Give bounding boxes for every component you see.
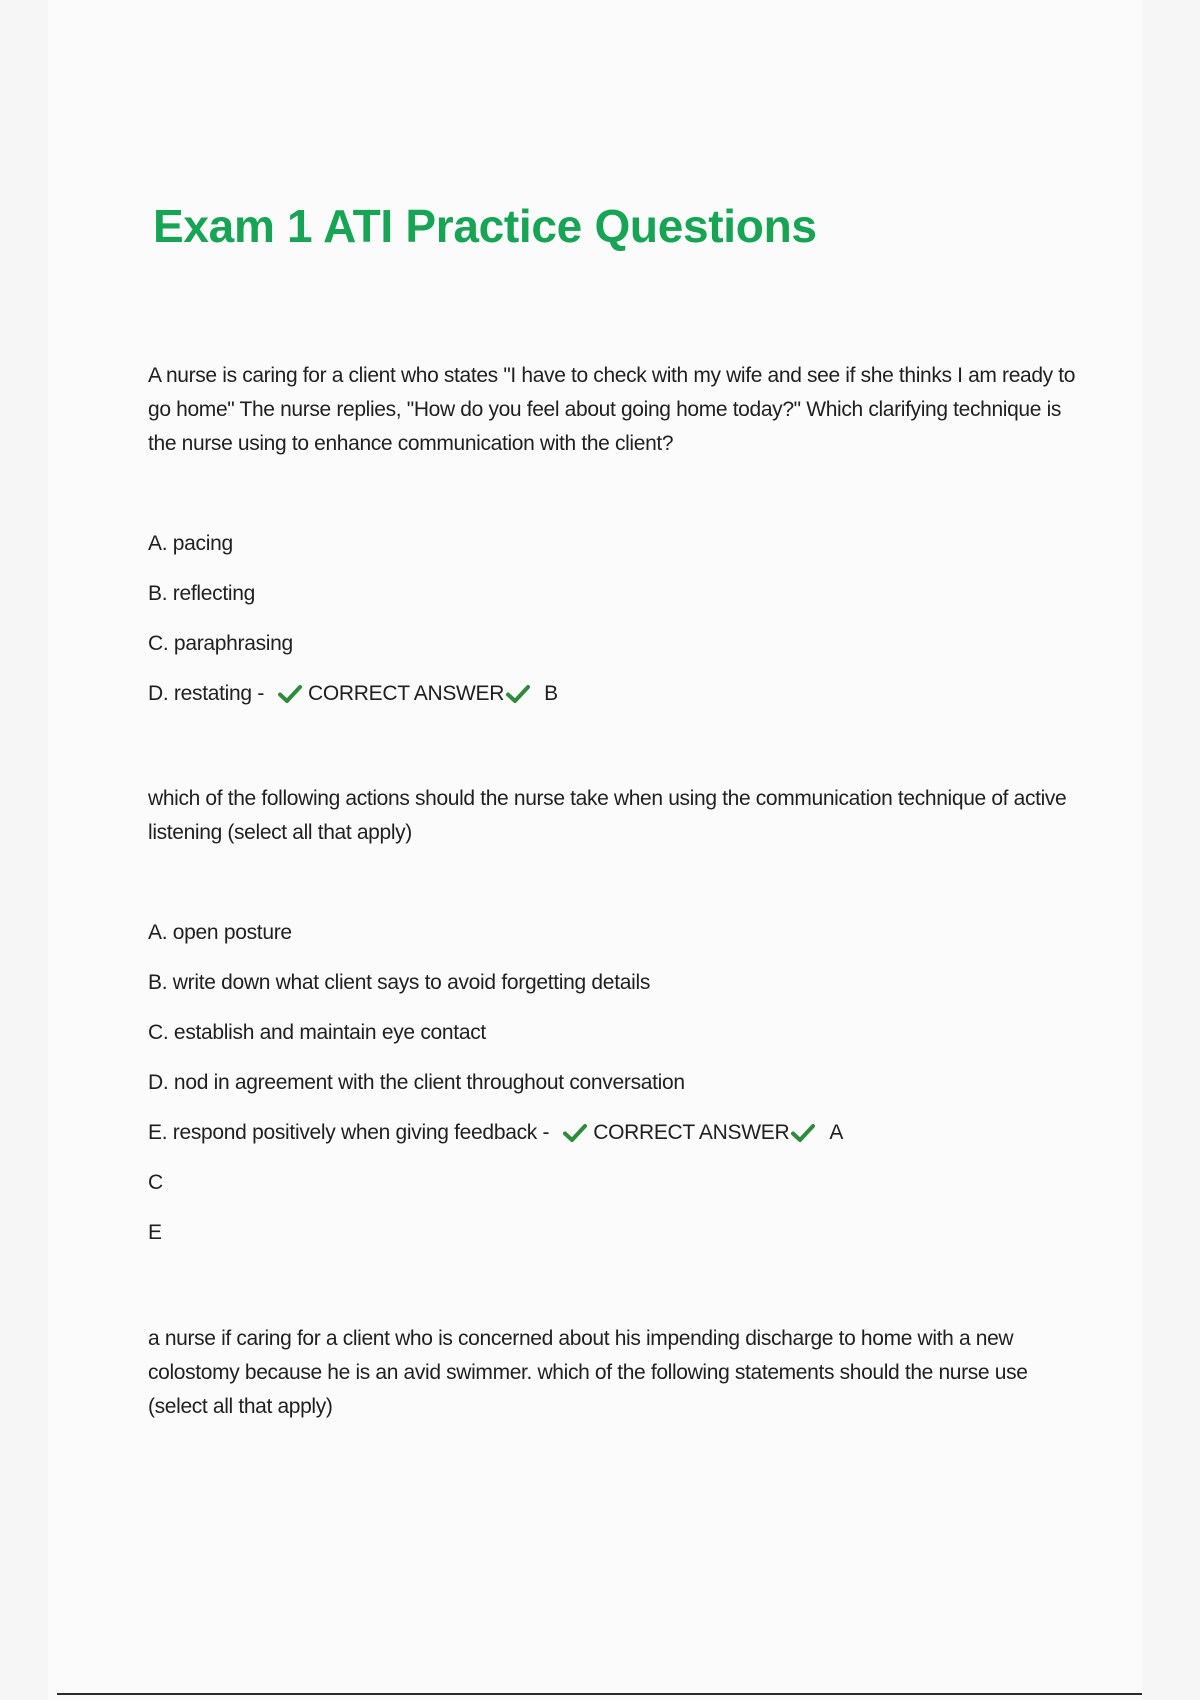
question-1-option-d [148, 681, 1078, 707]
question-3-text: a nurse if caring for a client who is concerned about his impending discharge to home with a new colostomy because he is an avid swimmer. which of the following statements should the nurse use (select all that apply) [148, 1327, 1028, 1418]
page-bottom-rule [57, 1693, 1142, 1695]
check-mark-icon [278, 684, 302, 704]
question-1-option-b: B. reflecting [148, 582, 255, 605]
question-2-options [148, 920, 1078, 1270]
question-2 [148, 782, 1078, 850]
check-mark-icon [506, 684, 530, 704]
question-2-answer-extra: E [148, 1221, 162, 1244]
correct-answer-label: CORRECT ANSWER [308, 682, 505, 705]
question-1-option-a: A. pacing [148, 532, 233, 555]
check-mark-icon [791, 1123, 815, 1143]
question-2-option-c: C. establish and maintain eye contact [148, 1021, 486, 1044]
question-3 [148, 1322, 1078, 1424]
question-1-options [148, 531, 1078, 731]
question-1-option-d-label: D. restating - [148, 682, 265, 705]
question-1-answer: B [544, 682, 558, 705]
question-2-answer-extra: C [148, 1171, 163, 1194]
question-2-text: which of the following actions should the nurse take when using the communication technique of active listening (select all that apply) [148, 787, 1067, 844]
check-mark-icon [563, 1123, 587, 1143]
question-2-option-e [148, 1120, 1078, 1146]
question-1-text: A nurse is caring for a client who states "I have to check with my wife and see if she thinks I am ready to go home" The nurse replies, "How do you feel about going home today?" Which clarifying technique is the nurse using to enhance communication with the client? [148, 364, 1076, 455]
question-2-option-d: D. nod in agreement with the client throughout conversation [148, 1071, 685, 1094]
question-1-option-c: C. paraphrasing [148, 632, 293, 655]
question-2-option-a: A. open posture [148, 921, 292, 944]
question-2-answer-first: A [829, 1121, 844, 1144]
correct-answer-label: CORRECT ANSWER [593, 1121, 790, 1144]
question-1 [148, 359, 1078, 461]
page-title: Exam 1 ATI Practice Questions [153, 200, 817, 252]
question-2-option-e-label: E. respond positively when giving feedback - [148, 1121, 550, 1144]
document-page [48, 0, 1142, 1700]
question-2-option-b: B. write down what client says to avoid forgetting details [148, 971, 651, 994]
